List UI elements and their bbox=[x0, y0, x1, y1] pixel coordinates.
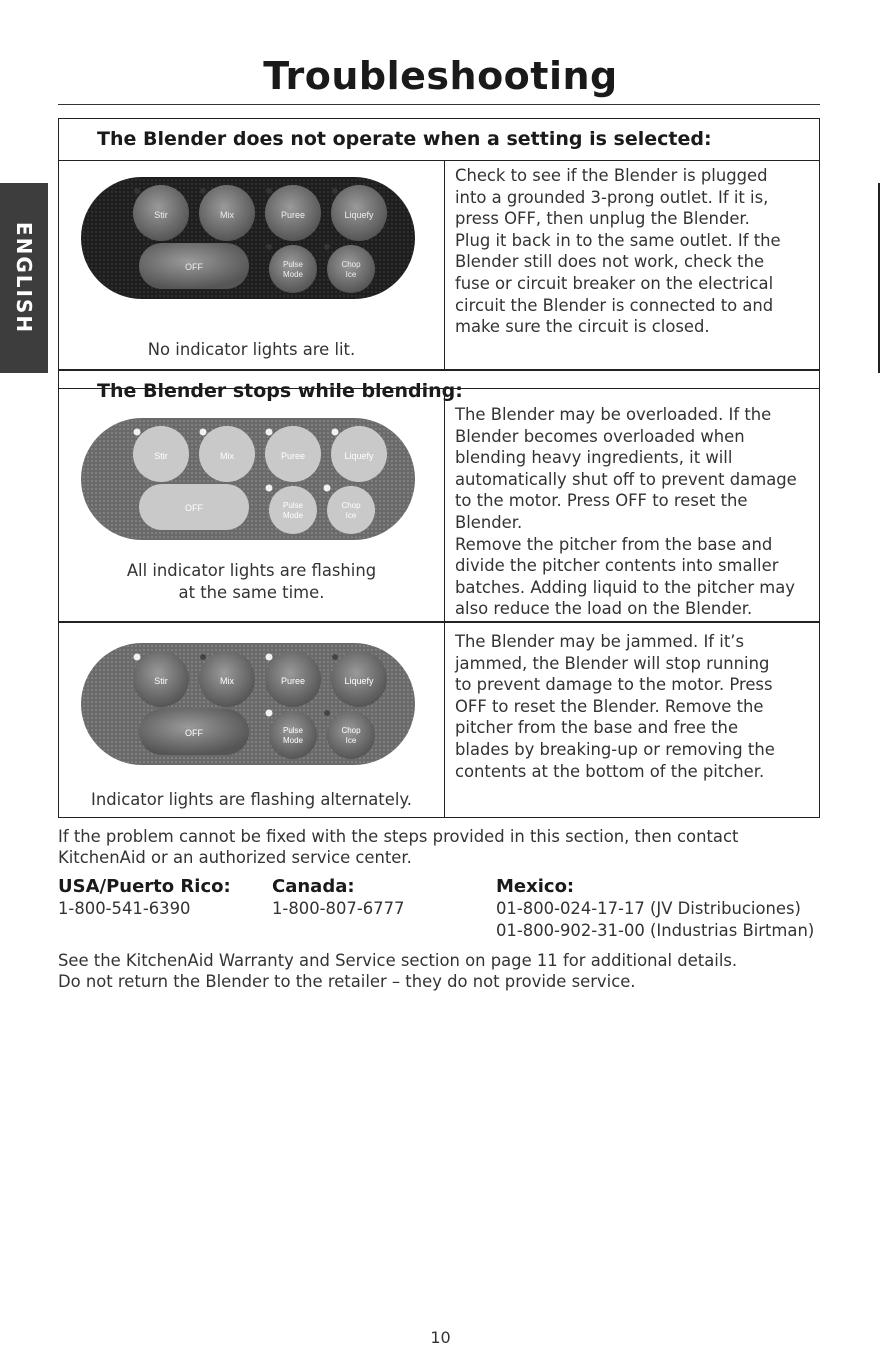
indicator-dot bbox=[134, 654, 141, 661]
contact-canada-phone: 1-800-807-6777 bbox=[272, 899, 405, 918]
ice-label: Ice bbox=[345, 270, 357, 279]
text-line: OFF to reset the Blender. Remove the bbox=[455, 696, 764, 716]
off-button bbox=[139, 484, 249, 530]
text-line: blending heavy ingredients, it will bbox=[455, 448, 733, 468]
off-button bbox=[139, 243, 249, 289]
caption-line: No indicator lights are lit. bbox=[147, 340, 356, 359]
indicator-dot bbox=[134, 188, 140, 194]
mode-label: Mode bbox=[282, 511, 304, 520]
indicator-dot bbox=[200, 188, 206, 194]
text-line: Blender becomes overloaded when bbox=[455, 426, 745, 446]
liquefy-label: Liquefy bbox=[344, 451, 374, 461]
pulse-mode-button bbox=[269, 245, 317, 293]
chop-label: Chop bbox=[341, 260, 361, 269]
text-line: circuit the Blender is connected to and bbox=[455, 295, 774, 315]
indicator-dot bbox=[324, 710, 330, 716]
pulse-mode-button bbox=[269, 486, 317, 534]
text-line: automatically shut off to prevent damage bbox=[455, 469, 797, 489]
closing-line: Do not return the Blender to the retailer – they do not provide service. bbox=[58, 972, 636, 991]
control-panel-2 bbox=[79, 412, 417, 544]
indicator-dot bbox=[266, 654, 273, 661]
chop-label: Chop bbox=[341, 501, 361, 510]
text-line: blades by breaking-up or removing the bbox=[455, 739, 775, 759]
indicator-dot bbox=[266, 485, 273, 492]
caption-line: at the same time. bbox=[178, 583, 325, 602]
puree-label: Puree bbox=[280, 676, 306, 686]
section-1-header: The Blender does not operate when a setting is selected: bbox=[58, 118, 820, 160]
puree-button bbox=[265, 185, 321, 241]
chop-ice-button bbox=[327, 486, 375, 534]
page-title: Troubleshooting bbox=[263, 54, 618, 98]
mode-label: Mode bbox=[282, 736, 304, 745]
liquefy-button bbox=[331, 185, 387, 241]
control-panel-3 bbox=[79, 637, 417, 769]
text-line: pitcher from the base and free the bbox=[455, 718, 739, 738]
right-edge-mark bbox=[878, 183, 880, 373]
indicator-dot bbox=[266, 244, 272, 250]
warranty-note bbox=[58, 950, 737, 992]
section-1-divider bbox=[444, 161, 445, 369]
mix-label: Mix bbox=[220, 210, 234, 220]
text-line: make sure the circuit is closed. bbox=[455, 317, 710, 337]
text-line: The Blender may be overloaded. If the bbox=[455, 405, 772, 424]
stir-button bbox=[133, 426, 189, 482]
liquefy-label: Liquefy bbox=[344, 210, 374, 220]
contact-mexico-phone-1: 01-800-024-17-17 (JV Distribuciones) bbox=[496, 899, 801, 918]
pulse-label: Pulse bbox=[282, 501, 304, 510]
chop-ice-button bbox=[327, 711, 375, 759]
contact-intro bbox=[58, 826, 738, 868]
chop-label: Chop bbox=[341, 726, 361, 735]
puree-button bbox=[265, 651, 321, 707]
mix-button bbox=[199, 651, 255, 707]
control-panel-1 bbox=[79, 171, 417, 303]
indicator-dot bbox=[134, 429, 141, 436]
stir-label: Stir bbox=[154, 210, 168, 220]
section-2-text bbox=[455, 404, 811, 620]
indicator-dot bbox=[332, 188, 338, 194]
language-tab bbox=[0, 183, 48, 373]
puree-button bbox=[265, 426, 321, 482]
text-line: to prevent damage to the motor. Press bbox=[455, 675, 773, 695]
pulse-label: Pulse bbox=[282, 726, 304, 735]
off-label: OFF bbox=[185, 503, 203, 513]
indicator-dot bbox=[332, 429, 339, 436]
indicator-dot bbox=[332, 654, 338, 660]
stir-button bbox=[133, 651, 189, 707]
off-button bbox=[139, 709, 249, 755]
contact-mexico-label: Mexico: bbox=[496, 876, 575, 897]
pulse-label: Pulse bbox=[282, 260, 304, 269]
contact-usa-phone: 1-800-541-6390 bbox=[58, 899, 191, 918]
control-panel-1-graphic bbox=[79, 171, 417, 303]
control-panel-2-graphic bbox=[79, 412, 417, 544]
text-line: also reduce the load on the Blender. bbox=[455, 599, 753, 619]
text-line: Blender still does not work, check the bbox=[455, 252, 765, 272]
pulse-mode-button bbox=[269, 711, 317, 759]
section-3-caption bbox=[59, 789, 444, 811]
off-label: OFF bbox=[185, 728, 203, 738]
text-line: jammed, the Blender will stop running bbox=[455, 653, 770, 673]
puree-label: Puree bbox=[280, 451, 306, 461]
language-tab-label: ENGLISH bbox=[12, 221, 36, 335]
contact-usa-label: USA/Puerto Rico: bbox=[58, 876, 231, 897]
chop-ice-button bbox=[327, 245, 375, 293]
text-line: divide the pitcher contents into smaller bbox=[455, 556, 779, 576]
mix-button bbox=[199, 426, 255, 482]
section-1-box bbox=[58, 160, 820, 370]
puree-label: Puree bbox=[280, 210, 306, 220]
intro-line: KitchenAid or an authorized service center. bbox=[58, 848, 412, 867]
control-panel-3-graphic bbox=[79, 637, 417, 769]
text-line: to the motor. Press OFF to reset the Blender. bbox=[455, 491, 748, 532]
contact-canada-label: Canada: bbox=[272, 876, 355, 897]
ice-label: Ice bbox=[345, 736, 357, 745]
off-label: OFF bbox=[185, 262, 203, 272]
section-2-caption bbox=[59, 560, 444, 604]
text-line: batches. Adding liquid to the pitcher may bbox=[455, 577, 795, 597]
liquefy-label: Liquefy bbox=[344, 676, 374, 686]
section-3-text bbox=[455, 631, 811, 782]
text-line: Check to see if the Blender is plugged bbox=[455, 166, 768, 185]
stir-button bbox=[133, 185, 189, 241]
text-line: into a grounded 3-prong outlet. If it is, bbox=[455, 187, 769, 207]
section-1-caption bbox=[59, 339, 444, 361]
mix-label: Mix bbox=[220, 676, 234, 686]
section-2-top-rule bbox=[59, 388, 819, 389]
indicator-dot bbox=[324, 244, 330, 250]
section-1-text bbox=[455, 165, 811, 338]
indicator-dot bbox=[324, 485, 331, 492]
page-number: 10 bbox=[430, 1328, 451, 1347]
liquefy-button bbox=[331, 426, 387, 482]
mode-label: Mode bbox=[282, 270, 304, 279]
caption-line: Indicator lights are flashing alternately. bbox=[91, 790, 412, 809]
mix-label: Mix bbox=[220, 451, 234, 461]
stir-label: Stir bbox=[154, 451, 168, 461]
indicator-dot bbox=[266, 188, 272, 194]
title-rule bbox=[58, 104, 820, 105]
section-3-divider bbox=[444, 623, 445, 817]
section-2-header: The Blender stops while blending: bbox=[58, 370, 820, 412]
intro-line: If the problem cannot be fixed with the steps provided in this section, then contact bbox=[58, 827, 739, 846]
closing-line: See the KitchenAid Warranty and Service section on page 11 for additional details. bbox=[58, 951, 738, 970]
contact-mexico-phone-2: 01-800-902-31-00 (Industrias Birtman) bbox=[496, 921, 815, 940]
text-line: Plug it back in to the same outlet. If the bbox=[455, 230, 781, 250]
liquefy-button bbox=[331, 651, 387, 707]
text-line: contents at the bottom of the pitcher. bbox=[455, 761, 765, 781]
text-line: Remove the pitcher from the base and bbox=[455, 534, 773, 554]
indicator-dot bbox=[200, 654, 206, 660]
text-line: The Blender may be jammed. If it’s bbox=[455, 632, 745, 651]
caption-line: All indicator lights are flashing bbox=[126, 561, 377, 580]
mix-button bbox=[199, 185, 255, 241]
indicator-dot bbox=[200, 429, 207, 436]
section-3-box bbox=[58, 622, 820, 818]
text-line: press OFF, then unplug the Blender. bbox=[455, 209, 750, 229]
text-line: fuse or circuit breaker on the electrical bbox=[455, 273, 774, 293]
indicator-dot bbox=[266, 710, 273, 717]
section-2-box bbox=[58, 400, 820, 622]
section-2-divider bbox=[444, 388, 445, 621]
indicator-dot bbox=[266, 429, 273, 436]
stir-label: Stir bbox=[154, 676, 168, 686]
ice-label: Ice bbox=[345, 511, 357, 520]
